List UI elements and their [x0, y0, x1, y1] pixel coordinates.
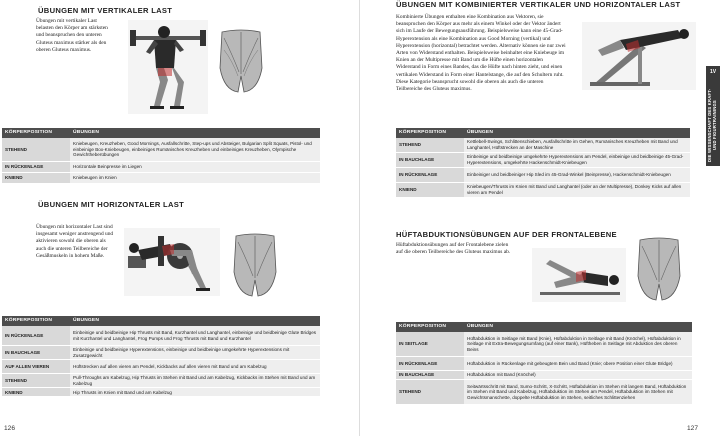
- table-row: [2, 162, 320, 173]
- row-position: IN SEITLAGE: [396, 332, 464, 357]
- row-exercises: Einbeinige und beidbeinige Hip Thrusts mit Band, Kurzhantel und Langhantel, einbeinige und beidbeinige Glute Bridges mit Kurzhantel und Langhantel, Frog Pumps und Frog Thrusts mit Band und Kurzhantel: [70, 326, 320, 346]
- table-row: [396, 138, 690, 153]
- column-header-exercises: ÜBUNGEN: [464, 322, 692, 332]
- table-row: [396, 357, 692, 371]
- hip-thrust-illustration: [122, 226, 222, 298]
- column-header-position: KÖRPERPOSITION: [396, 322, 464, 332]
- row-position: AUF ALLEN VIEREN: [2, 360, 70, 374]
- hip-abduction-illustration: [530, 246, 628, 304]
- combined-load-table: [396, 128, 690, 198]
- row-position: STEHEND: [396, 138, 464, 153]
- squat-illustration: [124, 18, 212, 116]
- row-position: IN RÜCKENLAGE: [396, 168, 464, 183]
- table-row: [2, 388, 320, 397]
- row-exercises: Einbeinige und beidbeinige Hyperextensions, einbeinige und beidbeinige umgekehrte Hyperextensions mit Zusatzgewicht: [70, 346, 320, 360]
- row-exercises: Hüftabduktion in Rückenlage mit gebeugtem Bein und Band (Knie; obere Position einer Glute Bridge): [464, 357, 692, 371]
- column-header-exercises: ÜBUNGEN: [70, 128, 320, 138]
- table-row: [2, 326, 320, 346]
- hyperextension-illustration: [580, 20, 698, 92]
- row-exercises: Hüftabduktion mit Band (Knöchel): [464, 371, 692, 380]
- intro-vertical-load: Übungen mit vertikaler Last belasten den Körper am stärksten und beanspruchen den unteren Gluteus maximus stärker als den oberen Gluteus maximus.: [36, 18, 108, 53]
- row-exercises: Kettlebell-Swings, Schlittenschieben, Ausfallschritte im Gehen, Rumänisches Kreuzheben mit Band und Langhantel, Hüftstrecken an der Maschine: [464, 138, 690, 153]
- row-exercises: Pull-Throughs am Kabelzug, Hip Thrusts im Stehen mit Band und am Kabelzug, Kickbacks im Stehen mit Band und am Kabelzug: [70, 374, 320, 388]
- table-row: [396, 380, 692, 405]
- table-row: [396, 183, 690, 198]
- table-row: [396, 168, 690, 183]
- column-header-exercises: ÜBUNGEN: [70, 316, 320, 326]
- row-position: STEHEND: [2, 374, 70, 388]
- intro-horizontal-load: Übungen mit horizontaler Last sind insgesamt weniger anstrengend und aktivieren sowohl die oberen als auch die unteren Teilbereiche der Gesäßmuskeln in hohem Maße.: [36, 224, 114, 259]
- intro-hip-abduction: Hüftabduktionsübungen auf der Frontalebene zielen auf die oberen Teilbereiche des Gluteus maximus ab.: [396, 242, 511, 256]
- table-header-row: [2, 316, 320, 326]
- row-position: KNIEND: [2, 388, 70, 397]
- chapter-label: DIE WISSENSCHAFT DES KRAFT- UND FIGURTRAININGS: [707, 88, 717, 162]
- chapter-number: 1V: [709, 69, 717, 75]
- table-row: [2, 138, 320, 162]
- row-position: STEHEND: [396, 380, 464, 405]
- row-exercises: Kniebeugen, Kreuzheben, Good Mornings, Ausfallschritte, Step-ups und Absteiger, Bulgarian Split Squats, Pistol- und einbeinige Box-Kniebeugen, einbeiniges Rumänisches Kreuzheben und einbeiniges Kreuzheben, Olympische Gewichtheberübungen: [70, 138, 320, 162]
- vertical-load-table: [2, 128, 320, 184]
- row-position: IN RÜCKENLAGE: [396, 357, 464, 371]
- intro-combined-load: Kombinierte Übungen enthalten eine Kombination aus Vektoren, sie beanspruchen den Körper aus mehr als einem Winkel oder der Vektor ändert sich im Laufe der Bewegungsausführung. Beispielsweise kann eine 45-Grad-Hyperextension als eine Kombination aus Good Morning (vertikal) und Hyperextension (horizontal) betrachtet werden. Alternativ können sie nur zwei Arten von Widerstand enthalten. Beispielsweise beinhaltet eine Kniebeuge im Knien an der Multipresse mit Band um die Hüfte einen horizontalen Widerstand in Form eines Bandes, das die Hüfte nach hinten zieht, und einen vertikalen Widerstand in Form einer Hantelstange, die auf den Schultern ruht. Diese Kategorie beansprucht sowohl die oberen als auch die unteren Teilbereiche des Gluteus maximus.: [396, 14, 566, 93]
- column-header-position: KÖRPERPOSITION: [2, 128, 70, 138]
- row-position: STEHEND: [2, 138, 70, 162]
- table-row: [2, 346, 320, 360]
- table-header-row: [2, 128, 320, 138]
- table-row: [396, 153, 690, 168]
- row-position: KNIEND: [396, 183, 464, 198]
- table-row: [2, 374, 320, 388]
- gluteus-muscle-diagram: [232, 232, 278, 298]
- row-position: IN BAUCHLAGE: [396, 371, 464, 380]
- row-exercises: Seitwärtsschritt mit Band, Sumo-Schritt, X-Schritt, Hüftabduktion im Stehen mit langem Band, Hüftabduktion im Stehen mit Band und Kabelzug, Hüftabduktion im Stehen am Pendel, Hüftabduktion im Stehen mit Gewichtsmanschette, doppelte Hüftabduktion im Stehen, seitliches Schlittenziehen: [464, 380, 692, 405]
- table-row: [2, 173, 320, 184]
- table-header-row: [396, 128, 690, 138]
- column-header-position: KÖRPERPOSITION: [2, 316, 70, 326]
- row-exercises: Kniebeugen/Thrusts im Knien mit Band und Langhantel (oder an der Multipresse), Donkey Kicks auf allen vieren am Pendel: [464, 183, 690, 198]
- row-exercises: Hüftabduktion in Seitlage mit Band (Knie), Hüftabduktion in Seitlage mit Band (Knöchel), Hüftabduktion in Seitlage mit Extra-Bewegungsumfang (auf einer Bank), Hüftheben in Seitlage mit Abduktion des oberen Beins: [464, 332, 692, 357]
- table-header-row: [396, 322, 692, 332]
- row-exercises: Hip Thrusts im Knien mit Band und am Kabelzug: [70, 388, 320, 397]
- row-exercises: Hüftstrecken auf allen vieren am Pendel, Kickbacks auf allen vieren mit Band und am Kabelzug: [70, 360, 320, 374]
- table-row: [2, 360, 320, 374]
- column-header-exercises: ÜBUNGEN: [464, 128, 690, 138]
- row-exercises: Horizontale Beinpresse im Liegen: [70, 162, 320, 173]
- row-exercises: Einbeinige und beidbeinige umgekehrte Hyperextensions am Pendel, einbeinige und beidbeinige 45-Grad-Hyperextensions, umgekehrte Hackenschmidt-Kniebeugen: [464, 153, 690, 168]
- row-exercises: Kniebeugen im Knien: [70, 173, 320, 184]
- right-page: [360, 0, 720, 436]
- row-position: IN RÜCKENLAGE: [2, 162, 70, 173]
- section-title-combined-load: ÜBUNGEN MIT KOMBINIERTER VERTIKALER UND HORIZONTALER LAST: [396, 0, 681, 9]
- horizontal-load-table: [2, 316, 320, 397]
- row-exercises: Einbeiniger und beidbeiniger Hip Sled im 45-Grad-Winkel (Beinpresse), Hackenschmidt-Kniebeugen: [464, 168, 690, 183]
- table-row: [396, 332, 692, 357]
- section-title-vertical-load: ÜBUNGEN MIT VERTIKALER LAST: [38, 6, 173, 15]
- page-number: 127: [686, 425, 698, 432]
- page-number: 126: [4, 425, 16, 432]
- gluteus-muscle-diagram: [218, 28, 264, 94]
- section-title-horizontal-load: ÜBUNGEN MIT HORIZONTALER LAST: [38, 200, 185, 209]
- gluteus-muscle-diagram: [636, 236, 682, 302]
- column-header-position: KÖRPERPOSITION: [396, 128, 464, 138]
- row-position: IN BAUCHLAGE: [2, 346, 70, 360]
- hip-abduction-table: [396, 322, 692, 405]
- row-position: IN BAUCHLAGE: [396, 153, 464, 168]
- section-title-hip-abduction: HÜFTABDUKTIONSÜBUNGEN AUF DER FRONTALEBENE: [396, 230, 617, 239]
- table-row: [396, 371, 692, 380]
- row-position: IN RÜCKENLAGE: [2, 326, 70, 346]
- chapter-side-tab: [706, 66, 720, 166]
- row-position: KNIEND: [2, 173, 70, 184]
